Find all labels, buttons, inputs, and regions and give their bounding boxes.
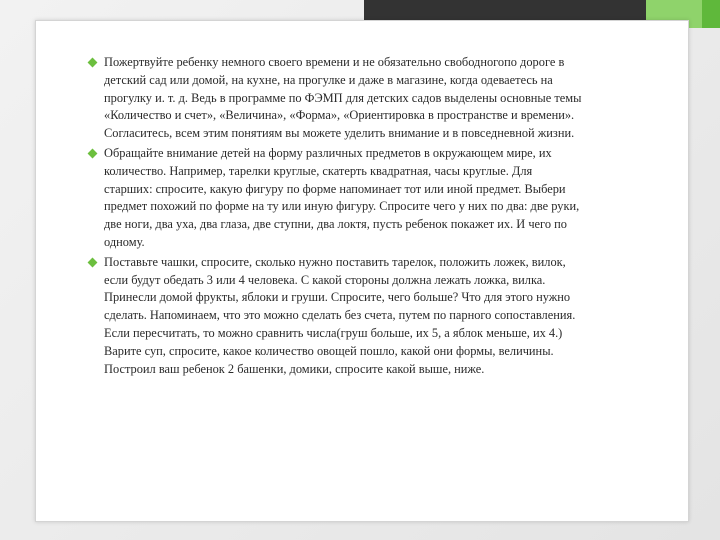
line: предмет похожий по форме на ту или иную фигуру. Спросите чего у них по два: две руки, <box>104 199 580 214</box>
line: старших: спросите, какую фигуру по форме напоминает тот или иной предмет. Выбери <box>104 181 566 196</box>
line: Поставьте чашки, спросите, сколько нужно поставить тарелок, положить ложек, вилок, <box>104 254 566 269</box>
line: Обращайте внимание детей на форму различных предметов в окружающем мире, их <box>104 145 552 160</box>
line: «Количество и счет», «Величина», «Форма», «Ориентировка в пространстве и времени». <box>104 108 575 123</box>
paragraph-2 <box>104 145 660 252</box>
line: сделать. Напоминаем, что это можно сделать без счета, путем по парного сопоставления. <box>104 308 576 323</box>
line: прогулку и. т. д. Ведь в программе по ФЭМП для детских садов выделены основные темы <box>104 90 582 105</box>
line: детский сад или домой, на кухне, на прогулке и даже в магазине, когда одеваетесь на <box>104 72 553 87</box>
line: количество. Например, тарелки круглые, скатерть квадратная, часы круглые. Для <box>104 163 533 178</box>
line: две ноги, два уха, два глаза, две ступни, два локтя, пусть ребенок покажет их. И чего по <box>104 217 567 232</box>
line: Пожертвуйте ребенку немного своего времени и не обязательно свободногопо дороге в <box>104 55 565 69</box>
line: одному. <box>104 234 145 249</box>
paragraph-3 <box>104 254 660 379</box>
line: если будут обедать 3 или 4 человека. С какой стороны должна лежать ложка, вилка. <box>104 272 546 287</box>
line: Согласитесь, всем этим понятиям вы можете уделить внимание и в повседневной жизни. <box>104 126 575 141</box>
line: Принесли домой фрукты, яблоки и груши. Спросите, чего больше? Что для этого нужно <box>104 290 571 305</box>
line: Построил ваш ребенок 2 башенки, домики, спросите какой выше, ниже. <box>104 361 485 376</box>
line: Варите суп, спросите, какое количество овощей пошло, какой они формы, величины. <box>104 343 554 358</box>
line: Если пересчитать, то можно сравнить числа(груш больше, их 5, а яблок меньше, их 4.) <box>104 325 563 340</box>
slide-text-body <box>104 54 660 380</box>
corner-decoration-green-accent <box>702 0 720 28</box>
paragraph-1 <box>104 54 660 143</box>
